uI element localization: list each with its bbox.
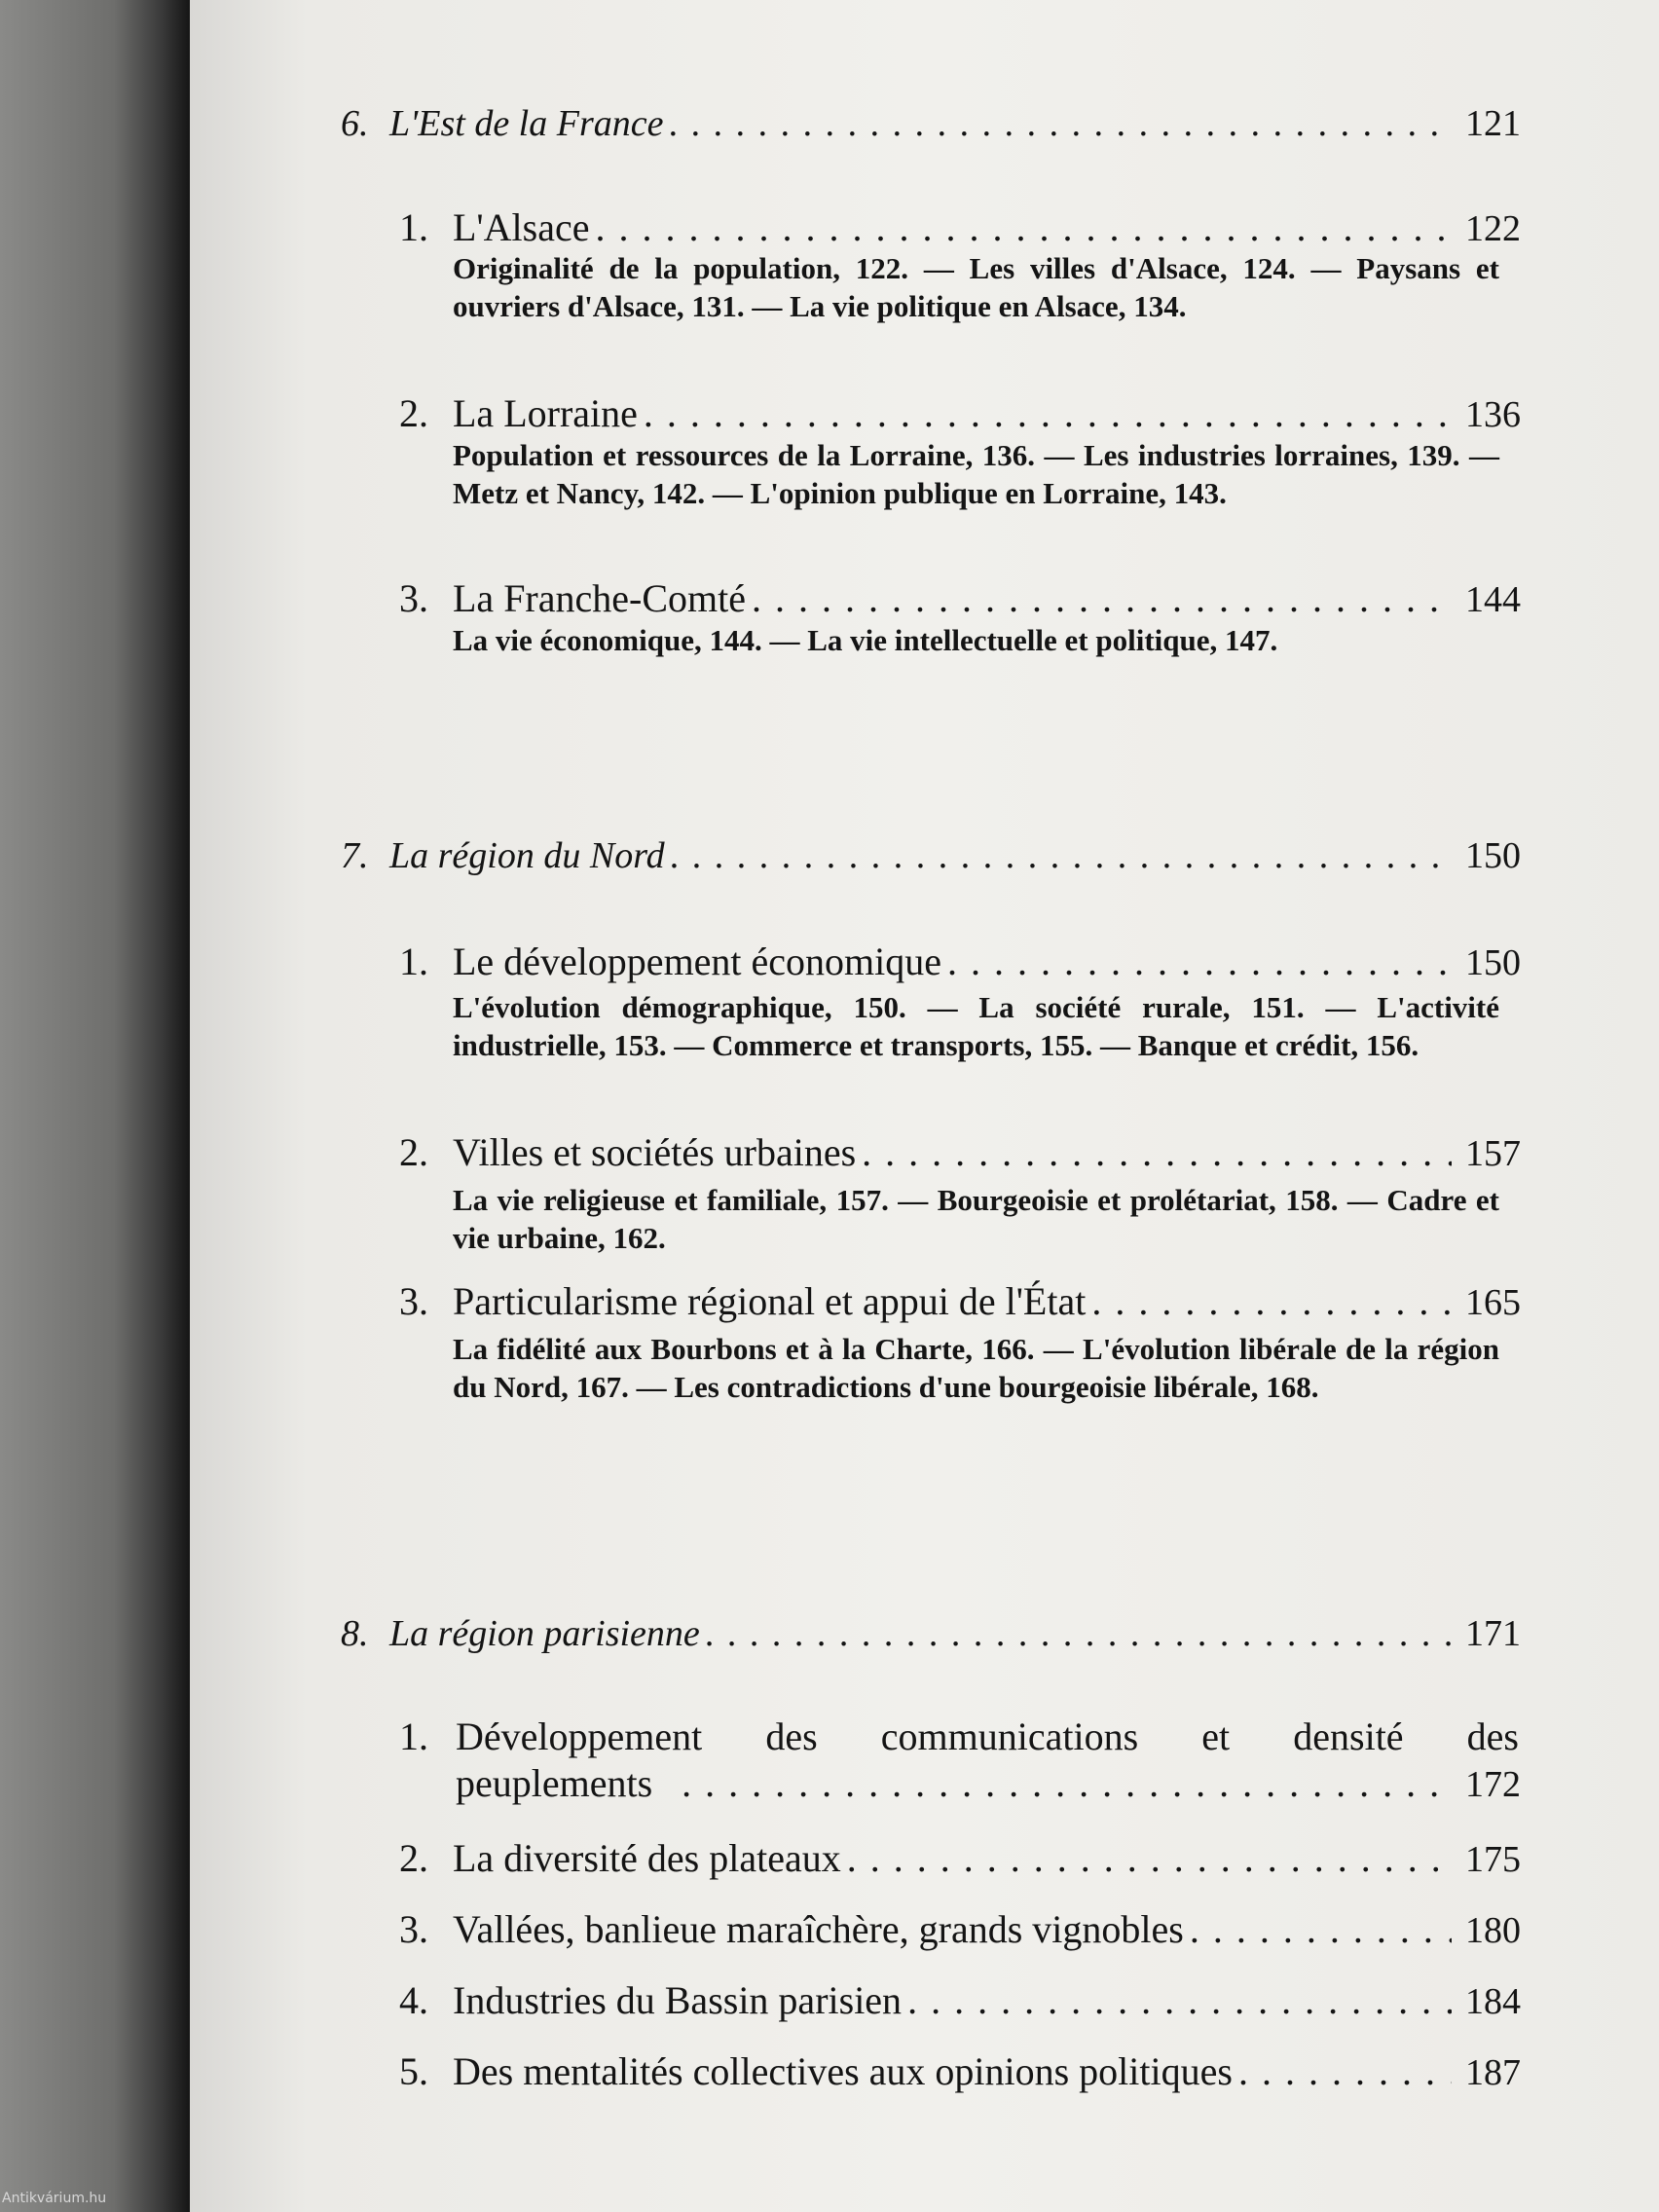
leader-dots — [1238, 2048, 1452, 2094]
section-number: 3. — [399, 576, 428, 620]
leader-dots — [706, 1612, 1452, 1655]
page-number: 144 — [1465, 579, 1521, 620]
section-8-2-entry[interactable] — [399, 1835, 1521, 1881]
leader-dots — [907, 1977, 1452, 2023]
section-number: 2. — [399, 391, 428, 435]
book-spine-shadow — [0, 0, 190, 2212]
leader-dots — [1091, 1278, 1452, 1324]
leader-dots — [669, 102, 1452, 145]
page-number: 171 — [1465, 1613, 1521, 1654]
section-number: 3. — [399, 1279, 428, 1323]
section-number: 1. — [399, 1714, 428, 1758]
page-number: 150 — [1465, 942, 1521, 983]
section-title: La Franche-Comté — [453, 576, 746, 620]
section-title: Le développement économique — [453, 940, 942, 983]
section-8-1-entry[interactable] — [399, 1714, 1521, 1811]
section-summary: La fidélité aux Bourbons et à la Charte, 166. — L'évolution libérale de la région du Nord, 167. — Les contradictions d'une bourgeoisie libérale, 168. — [453, 1332, 1499, 1404]
section-title-line1: Développement des communications et densité des — [456, 1714, 1519, 1758]
section-title: La diversité des plateaux — [453, 1836, 841, 1880]
page-number: 180 — [1465, 1910, 1521, 1951]
section-number: 2. — [399, 1130, 428, 1174]
chapter-7-entry[interactable] — [341, 834, 1521, 877]
chapter-title: L'Est de la France — [389, 103, 664, 144]
section-6-1-entry[interactable] — [399, 204, 1521, 250]
page-number: 136 — [1465, 394, 1521, 435]
leader-dots — [671, 834, 1452, 877]
section-summary: La vie religieuse et familiale, 157. — Bourgeoisie et prolétariat, 158. — Cadre et vie urbaine, 162. — [453, 1183, 1499, 1255]
section-number: 3. — [399, 1907, 428, 1951]
chapter-number: 8. — [341, 1613, 369, 1654]
page-number: 121 — [1465, 103, 1521, 144]
page-number: 122 — [1465, 208, 1521, 249]
page-number: 157 — [1465, 1133, 1521, 1174]
section-summary: Population et ressources de la Lorraine, 136. — Les industries lorraines, 139. — Metz et Nancy, 142. — L'opinion publique en Lorraine, 143. — [453, 438, 1499, 510]
page-number: 175 — [1465, 1839, 1521, 1880]
leader-dots — [644, 390, 1452, 436]
chapter-8-entry[interactable] — [341, 1612, 1521, 1655]
page-number: 184 — [1465, 1981, 1521, 2022]
chapter-6-entry[interactable] — [341, 102, 1521, 145]
section-7-1-entry[interactable] — [399, 939, 1521, 984]
section-title: Vallées, banlieue maraîchère, grands vignobles — [453, 1907, 1184, 1951]
section-title: Particularisme régional et appui de l'État — [453, 1279, 1087, 1323]
section-number: 5. — [399, 2049, 428, 2093]
chapter-number: 7. — [341, 835, 369, 876]
section-summary: La vie économique, 144. — La vie intellectuelle et politique, 147. — [453, 623, 1278, 657]
leader-dots — [847, 1835, 1452, 1881]
section-summary: Originalité de la population, 122. — Les villes d'Alsace, 124. — Paysans et ouvriers d'Alsace, 131. — La vie politique en Alsace, 134. — [453, 251, 1499, 323]
section-8-5-entry[interactable] — [399, 2048, 1521, 2094]
section-7-2-entry[interactable] — [399, 1129, 1521, 1175]
leader-dots — [682, 1760, 1452, 1807]
leader-dots — [595, 204, 1452, 250]
section-title: L'Alsace — [453, 205, 590, 249]
chapter-title: La région du Nord — [389, 835, 665, 876]
page-number: 187 — [1465, 2052, 1521, 2093]
section-8-4-entry[interactable] — [399, 1977, 1521, 2023]
section-summary: L'évolution démographique, 150. — La société rurale, 151. — L'activité industrielle, 153. — Commerce et transports, 155. — Banque et crédit, 156. — [453, 990, 1499, 1062]
section-6-3-entry[interactable] — [399, 575, 1521, 621]
section-title-line2: peuplements — [456, 1761, 653, 1805]
section-number: 4. — [399, 1978, 428, 2022]
leader-dots — [947, 939, 1452, 984]
leader-dots — [752, 575, 1452, 621]
section-title: La Lorraine — [453, 391, 638, 435]
chapter-number: 6. — [341, 103, 369, 144]
page-number: 165 — [1465, 1282, 1521, 1323]
section-8-3-entry[interactable] — [399, 1906, 1521, 1952]
section-6-2-entry[interactable] — [399, 390, 1521, 436]
section-title: Industries du Bassin parisien — [453, 1978, 903, 2022]
leader-dots — [862, 1129, 1452, 1175]
section-number: 2. — [399, 1836, 428, 1880]
page-number: 172 — [1465, 1764, 1521, 1805]
page-number: 150 — [1465, 835, 1521, 876]
show-through — [1217, 146, 1226, 183]
leader-dots — [1190, 1906, 1452, 1952]
section-title: Des mentalités collectives aux opinions politiques — [453, 2049, 1233, 2093]
section-number: 1. — [399, 940, 428, 983]
section-title: Villes et sociétés urbaines — [453, 1130, 857, 1174]
section-number: 1. — [399, 205, 428, 249]
watermark: Antikvárium.hu — [2, 2191, 107, 2206]
chapter-title: La région parisienne — [389, 1613, 700, 1654]
section-7-3-entry[interactable] — [399, 1278, 1521, 1324]
